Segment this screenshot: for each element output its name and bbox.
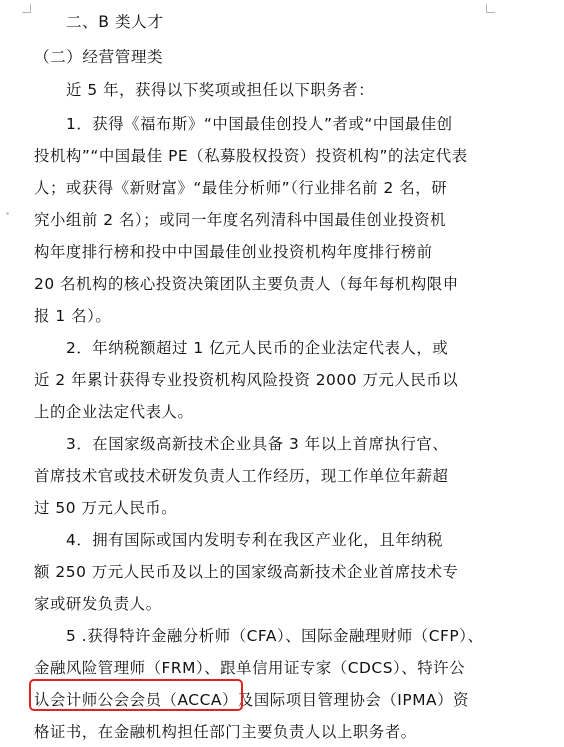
text-line: 金融风险管理师（FRM）、跟单信用证专家（CDCS）、特许公 [34, 659, 466, 677]
page-corner-mark-left [22, 4, 31, 13]
intro-line: 近 5 年，获得以下奖项或担任以下职务者： [66, 81, 375, 99]
acca-highlight-box [29, 679, 243, 711]
text-line: 1．获得《福布斯》“中国最佳创投人”者或“中国最佳创 [66, 115, 453, 133]
margin-mark [6, 212, 9, 215]
text-line: 近 2 年累计获得专业投资机构风险投资 2000 万元人民币以 [34, 371, 459, 389]
text-line: 20 名机构的核心投资决策团队主要负责人（每年每机构限申 [34, 275, 459, 293]
text-line: 家或研发负责人。 [34, 595, 162, 613]
subsection-heading: （二）经营管理类 [34, 48, 164, 66]
text-line: 3．在国家级高新技术企业具备 3 年以上首席执行官、 [66, 435, 449, 453]
text-line: 究小组前 2 名）；或同一年度名列清科中国最佳创业投资机 [34, 211, 447, 229]
text-line: 2．年纳税额超过 1 亿元人民币的企业法定代表人，或 [66, 339, 449, 357]
text-line: 投机构”“中国最佳 PE（私募股权投资）投资机构”的法定代表 [34, 147, 468, 165]
text-line: 4．拥有国际或国内发明专利在我区产业化，且年纳税 [66, 531, 443, 549]
text-line: 过 50 万元人民币。 [34, 499, 178, 517]
section-heading: 二、B 类人才 [66, 13, 164, 31]
text-line: 认会计师公会会员（ACCA）及国际项目管理协会（IPMA）资 [34, 691, 470, 709]
text-line: 报 1 名）。 [34, 307, 112, 325]
text-line: 构年度排行榜和投中中国最佳创业投资机构年度排行榜前 [34, 243, 433, 261]
text-line: 5 .获得特许金融分析师（CFA）、国际金融理财师（CFP）、 [66, 627, 484, 645]
text-line: 额 250 万元人民币及以上的国家级高新技术企业首席技术专 [34, 563, 459, 581]
text-line: 格证书，在金融机构担任部门主要负责人以上职务者。 [34, 723, 417, 741]
text-line: 首席技术官或技术研发负责人工作经历，现工作单位年薪超 [34, 467, 449, 485]
text-line: 人；或获得《新财富》“最佳分析师”（行业排名前 2 名，研 [34, 179, 448, 197]
text-line: 上的企业法定代表人。 [34, 403, 194, 421]
